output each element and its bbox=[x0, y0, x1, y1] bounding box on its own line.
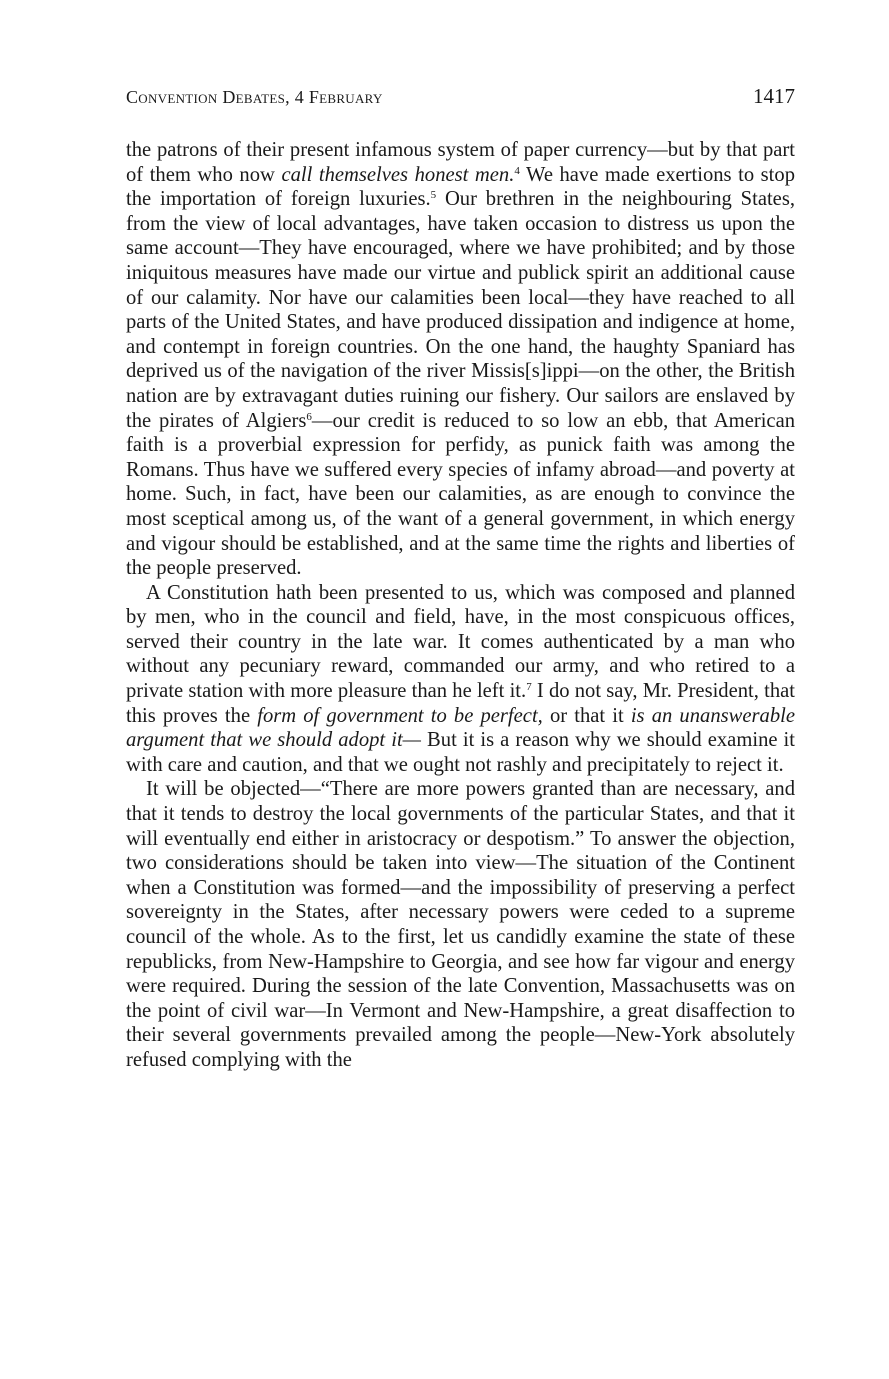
running-title: Convention Debates, 4 February bbox=[126, 87, 383, 107]
footnote-marker: 4 bbox=[514, 164, 520, 177]
footnote-marker: 6 bbox=[306, 410, 312, 423]
paragraph-3 bbox=[126, 777, 795, 1072]
running-head bbox=[126, 84, 795, 114]
italic-text: form of government to be perfect, bbox=[257, 704, 543, 727]
italic-text: is an unanswerable argument that we should adopt it— bbox=[126, 704, 795, 752]
book-page bbox=[126, 84, 795, 1073]
paragraph-2 bbox=[126, 581, 795, 778]
text-run: A Constitution hath been presented to us, which was composed and planned by men, who in the council and field, have, in the most conspicuous offices, served their country in the late war. It comes authenticated by a man who without any pecuniary reward, commanded our army, and who retired to a private station with more pleasure than he left it. bbox=[126, 581, 795, 703]
italic-text: call themselves honest men. bbox=[281, 163, 515, 186]
text-run: —our credit is reduced to so low an ebb, that American faith is a proverbial expression for perfidy, as punick faith was among the Romans. Thus have we suffered every species of infamy abroad—and poverty at home. Such, in fact, have been our calamities, as are enough to convince the most sceptical among us, of the want of a general government, in which energy and vigour should be established, and at the same time the rights and liberties of the people preserved. bbox=[126, 409, 796, 580]
text-run: the patrons of their present infamous system of paper currency—but by that part of them who now bbox=[126, 139, 795, 186]
paragraph-1 bbox=[126, 138, 795, 581]
text-run: But it is a reason why we should examine it with care and caution, and that we ought not rashly and precipitately to reject it. bbox=[126, 729, 796, 776]
footnote-marker: 5 bbox=[430, 189, 437, 202]
page-number: 1417 bbox=[753, 84, 795, 108]
body-text bbox=[126, 138, 795, 1073]
text-run: It will be objected—“There are more powers granted than are necessary, and that it tends to destroy the local governments of the particular States, and that it will eventually end either in aristocracy or despotism.” To answer the objection, two considerations should be taken into view—The situation of the Continent when a Constitution was formed—and the impossibility of preserving a perfect sovereignty in the States, after necessary powers were ceded to a supreme council of the whole. As to the first, let us candidly examine the state of these republicks, from New-Hampshire to Georgia, and see how far vigour and energy were required. During the session of the late Convention, Massachusetts was on the point of civil war—In Vermont and New-Hampshire, a great disaffection to their several governments prevailed among the people—New-York absolutely refused complying with the bbox=[126, 778, 795, 1071]
text-run: I do not say, Mr. President, that this proves the bbox=[126, 680, 795, 727]
text-run: We have made exertions to stop the importation of foreign luxuries. bbox=[126, 163, 795, 211]
text-run: or that it bbox=[542, 704, 631, 727]
text-run: Our brethren in the neighbouring States, from the view of local advantages, have taken occasion to distress us upon the same account—They have encouraged, where we have prohibited; and by those iniquitous measures have made our virtue and publick spirit an additional cause of our calamity. Nor have our calamities been local—they have reached to all parts of the United States, and have produced dissipation and indigence at home, and contempt in foreign countries. On the one hand, the haughty Spaniard has deprived us of the navigation of the river Missis[s]ippi—on the other, the British nation are by extravagant duties ruining our fishery. Our sailors are enslaved by the pirates of Algiers bbox=[126, 188, 795, 432]
footnote-marker: 7 bbox=[526, 681, 532, 694]
